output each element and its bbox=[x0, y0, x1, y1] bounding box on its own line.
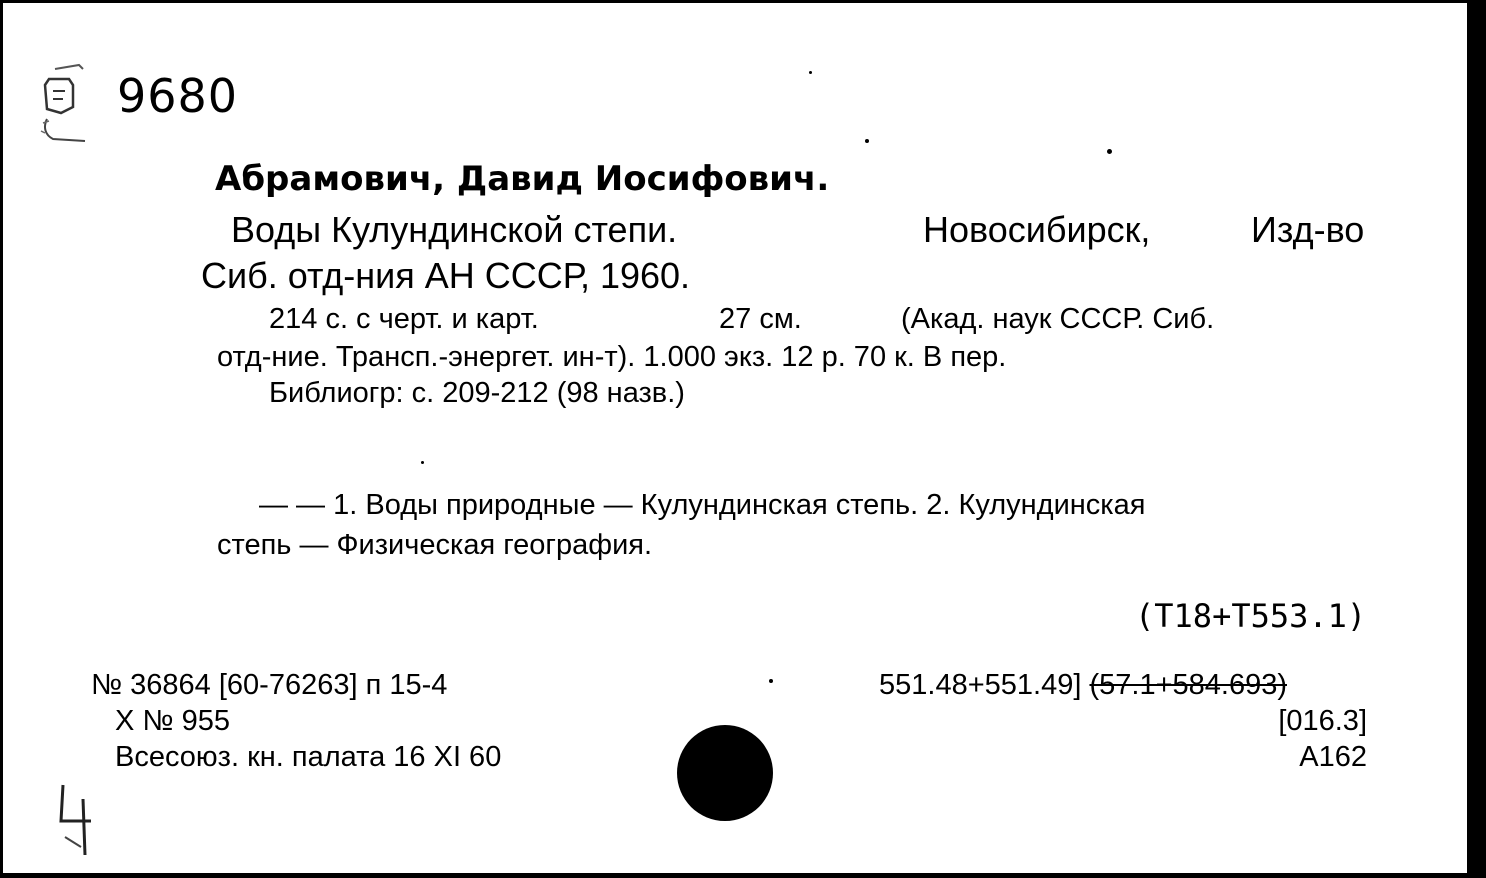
edition-price-note: отд-ние. Трансп.-энергет. ин-т). 1.000 экз. 12 р. 70 к. В пер. bbox=[217, 341, 1007, 373]
catalog-card bbox=[3, 3, 1475, 873]
dimensions: 27 см. bbox=[719, 303, 802, 335]
library-stamp-mark bbox=[39, 63, 97, 145]
chamber-date: Всесоюз. кн. палата 16 XI 60 bbox=[115, 741, 502, 773]
ink-speck bbox=[421, 461, 424, 464]
bibliography-note: Библиогр: с. 209-212 (98 назв.) bbox=[269, 377, 685, 409]
ink-speck bbox=[809, 71, 812, 74]
registry-number: № 36864 [60-76263] п 15-4 bbox=[91, 669, 448, 701]
subject-headings-line2: степь — Физическая география. bbox=[217, 529, 653, 561]
handwritten-class-note: (Т18+Т553.1) bbox=[1135, 597, 1367, 635]
series-note: (Акад. наук СССР. Сиб. bbox=[901, 303, 1215, 335]
publisher-label: Изд-во bbox=[1251, 209, 1365, 250]
bibliography-class: [016.3] bbox=[1278, 705, 1367, 737]
ink-speck bbox=[1107, 149, 1112, 154]
ink-speck bbox=[769, 679, 773, 683]
index-number: X № 955 bbox=[115, 705, 230, 737]
publication-place: Новосибирск, bbox=[923, 209, 1151, 250]
publisher-year: Сиб. отд-ния АН СССР, 1960. bbox=[201, 255, 691, 296]
card-number: 9680 bbox=[117, 69, 239, 123]
punch-hole bbox=[677, 725, 773, 821]
udc-code: 551.48+551.49] bbox=[879, 669, 1082, 701]
classification-codes bbox=[879, 669, 1287, 702]
ink-speck bbox=[865, 139, 869, 143]
struck-code: (57.1+584.693) bbox=[1089, 669, 1287, 701]
subject-headings-line1: — — 1. Воды природные — Кулундинская степь. 2. Кулундинская bbox=[259, 489, 1146, 521]
handwritten-mark-four bbox=[51, 781, 97, 857]
author-name: Абрамович, Давид Иосифович. bbox=[215, 159, 830, 199]
author-mark: A162 bbox=[1299, 741, 1367, 773]
title-text: Воды Кулундинской степи. bbox=[231, 209, 678, 250]
pagination: 214 с. с черт. и карт. bbox=[269, 303, 539, 335]
